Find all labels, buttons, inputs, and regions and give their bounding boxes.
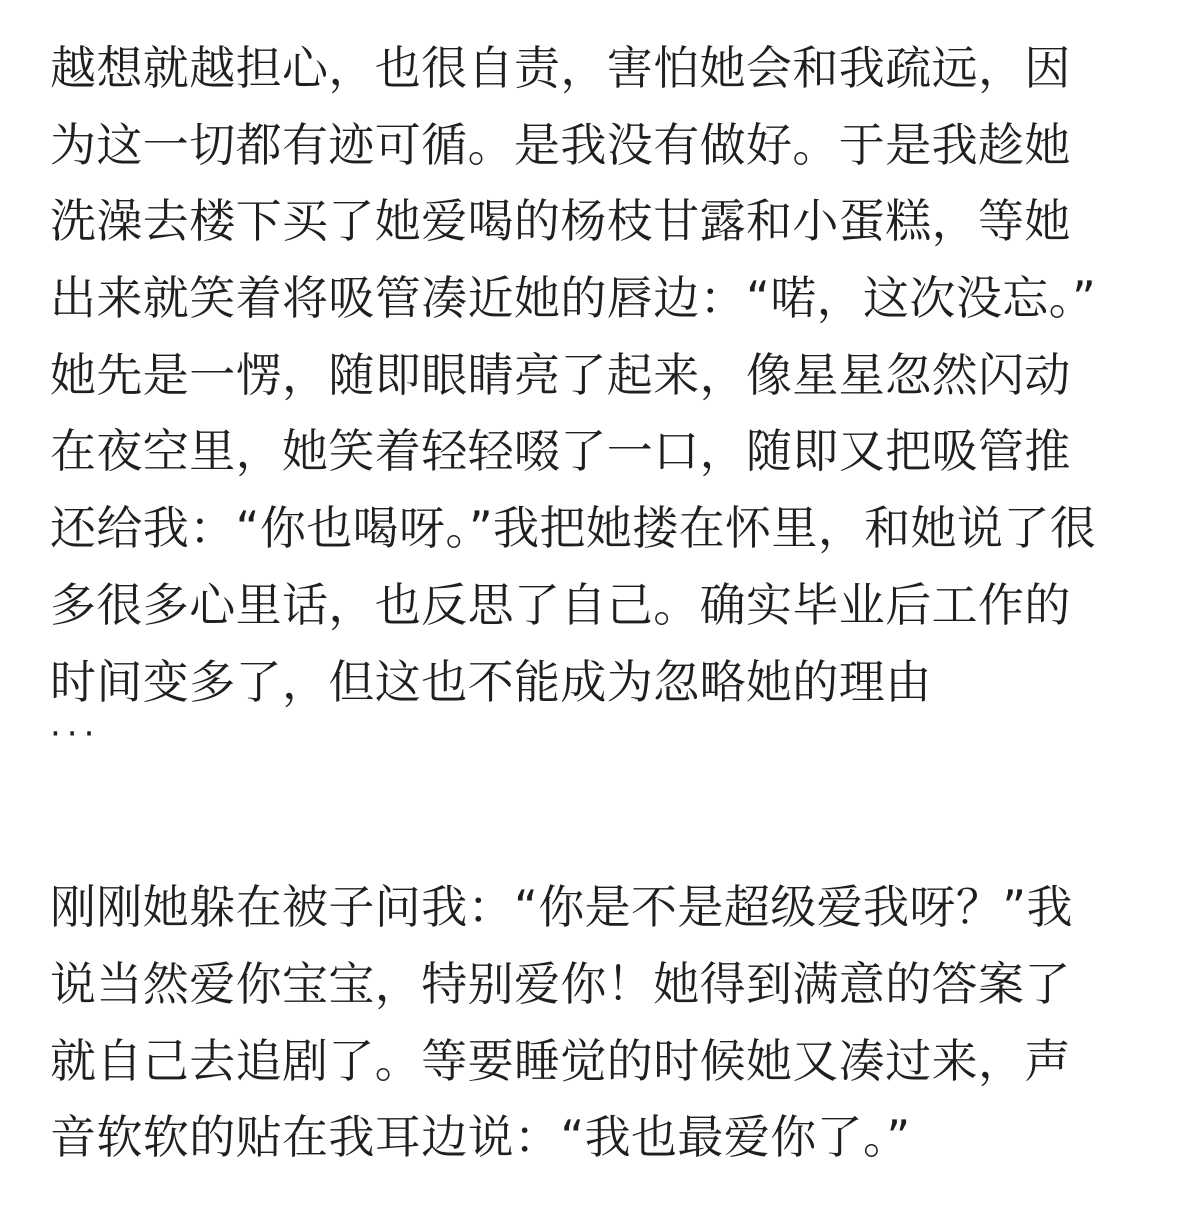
- text-line: 还给我：“你也喝呀。”我把她搂在怀里，和她说了很: [50, 501, 1097, 556]
- text-line: 她先是一愣，随即眼睛亮了起来，像星星忽然闪动: [50, 347, 1071, 402]
- text-line: 出来就笑着将吸管凑近她的唇边：“喏，这次没忘。”: [50, 271, 1097, 326]
- text-line: 为这一切都有迹可循。是我没有做好。于是我趁她: [50, 117, 1071, 172]
- text-line: 多很多心里话，也反思了自己。确实毕业后工作的: [50, 577, 1071, 632]
- post-body: [50, 30, 1160, 1176]
- text-line: 音软软的贴在我耳边说：“我也最爱你了。”: [50, 1110, 911, 1165]
- text-line: 越想就越担心，也很自责，害怕她会和我疏远，因: [50, 41, 1071, 95]
- paragraph-spacer: [50, 764, 1160, 869]
- text-line: 洗澡去楼下买了她爱喝的杨枝甘露和小蛋糕，等她: [50, 194, 1071, 249]
- text-line: 就自己去追剧了。等要睡觉的时候她又凑过来，声: [50, 1033, 1071, 1088]
- paragraph-1: [50, 30, 1160, 764]
- text-line: 在夜空里，她笑着轻轻啜了一口，随即又把吸管推: [50, 424, 1071, 479]
- text-line: 说当然爱你宝宝，特别爱你！她得到满意的答案了: [50, 956, 1071, 1011]
- paragraph-2: [50, 869, 1160, 1176]
- text-line: 时间变多了，但这也不能成为忽略她的理由: [50, 654, 932, 709]
- ellipsis: ···: [50, 714, 101, 755]
- text-line: 刚刚她躲在被子问我：“你是不是超级爱我呀？”我: [50, 880, 1073, 935]
